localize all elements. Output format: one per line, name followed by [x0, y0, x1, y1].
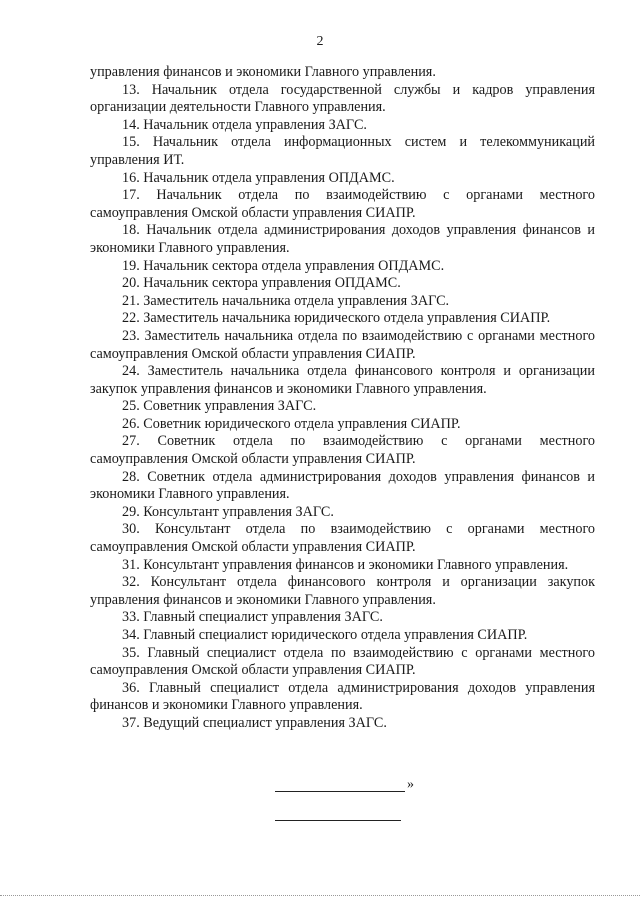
item-text: Главный специалист управления ЗАГС.: [143, 609, 383, 626]
item-number: 23.: [122, 327, 140, 344]
item-text: Советник управления ЗАГС.: [143, 398, 317, 415]
separator-line: [275, 820, 401, 821]
item-number: 24.: [122, 363, 140, 380]
item-text: Заместитель начальника юридического отдела управления СИАПР.: [143, 310, 551, 327]
item-number: 25.: [122, 398, 140, 415]
list-item: [90, 134, 595, 169]
closing-underline: [275, 791, 405, 792]
item-number: 34.: [122, 627, 140, 643]
list-item: [90, 363, 595, 398]
item-text: Заместитель начальника отдела управления ЗАГС.: [143, 292, 450, 309]
item-number: 16.: [122, 169, 140, 186]
item-text: Заместитель начальника отдела финансового контроля и организации закупок управления финансов и экономики Главного управления.: [90, 363, 595, 397]
list-item: [90, 275, 595, 293]
item-text: Главный специалист отдела по взаимодействию с органами местного самоуправления Омской области управления СИАПР.: [90, 644, 595, 679]
list-item: [90, 680, 595, 715]
item-text: Советник юридического отдела управления СИАПР.: [143, 415, 461, 432]
item-number: 37.: [122, 714, 140, 731]
list-item: [90, 170, 595, 188]
item-number: 28.: [122, 468, 140, 485]
list-item: [90, 187, 595, 222]
item-text: Главный специалист юридического отдела управления СИАПР.: [143, 627, 528, 643]
item-text: Ведущий специалист управления ЗАГС.: [143, 714, 387, 731]
position-list: [90, 82, 595, 733]
item-number: 21.: [122, 292, 140, 309]
list-item: [90, 433, 595, 468]
item-text: Начальник сектора управления ОПДАМС.: [143, 275, 401, 292]
list-item: [90, 627, 595, 645]
list-item: [90, 715, 595, 733]
item-number: 30.: [122, 521, 140, 538]
item-text: Консультант отдела финансового контроля и организации закупок управления финансов и экономики Главного управления.: [90, 574, 595, 608]
lead-line: управления финансов и экономики Главного управления.: [90, 64, 436, 80]
closing-quote: »: [407, 777, 414, 792]
item-text: Начальник отдела информационных систем и телекоммуникаций управления ИТ.: [90, 134, 595, 168]
list-item: [90, 117, 595, 135]
list-item: [90, 258, 595, 276]
page-bottom-rule: [0, 895, 640, 896]
item-number: 32.: [122, 574, 140, 591]
item-text: Заместитель начальника отдела по взаимодействию с органами местного самоуправления Омской области управления СИАПР.: [90, 327, 595, 362]
list-item: [90, 82, 595, 117]
list-item: [90, 310, 595, 328]
item-number: 26.: [122, 415, 140, 432]
item-number: 18.: [122, 222, 140, 239]
item-text: Начальник сектора отдела управления ОПДАМС.: [143, 257, 445, 274]
item-number: 35.: [122, 644, 140, 661]
item-text: Начальник отдела государственной службы и кадров управления организации деятельности Главного управления.: [90, 81, 595, 116]
item-number: 33.: [122, 609, 140, 626]
document-body: [90, 64, 595, 733]
list-item: [90, 416, 595, 434]
item-text: Начальник отдела администрирования доходов управления финансов и экономики Главного управления.: [90, 222, 596, 256]
item-number: 15.: [122, 134, 140, 151]
item-number: 19.: [122, 257, 140, 274]
item-text: Начальник отдела по взаимодействию с органами местного самоуправления Омской области управления СИАПР.: [90, 187, 595, 221]
item-number: 31.: [122, 556, 140, 573]
item-text: Главный специалист отдела администрирования доходов управления финансов и экономики Главного управления.: [90, 679, 596, 714]
closing-line: [275, 776, 425, 794]
item-number: 27.: [122, 433, 140, 450]
list-item: [90, 398, 595, 416]
page-number: 2: [316, 34, 324, 49]
item-text: Начальник отдела управления ЗАГС.: [143, 116, 367, 133]
item-text: Советник отдела по взаимодействию с органами местного самоуправления Омской области управления СИАПР.: [90, 433, 596, 468]
item-number: 22.: [122, 310, 140, 327]
item-number: 20.: [122, 275, 140, 292]
list-item: [90, 609, 595, 627]
item-number: 29.: [122, 503, 140, 520]
list-item: [90, 504, 595, 522]
list-item: [90, 557, 595, 575]
list-item: [90, 574, 595, 609]
list-item: [90, 328, 595, 363]
item-number: 14.: [122, 116, 140, 133]
item-text: Консультант управления финансов и экономики Главного управления.: [143, 556, 569, 573]
item-number: 17.: [122, 187, 140, 204]
list-item: [90, 222, 595, 257]
item-number: 36.: [122, 679, 140, 696]
item-text: Начальник отдела управления ОПДАМС.: [143, 169, 395, 186]
list-item: [90, 469, 595, 504]
item-text: Советник отдела администрирования доходов управления финансов и экономики Главного управления.: [90, 468, 596, 503]
item-text: Консультант отдела по взаимодействию с органами местного самоуправления Омской области управления СИАПР.: [90, 521, 596, 556]
list-item: [90, 645, 595, 680]
list-item: [90, 293, 595, 311]
item-number: 13.: [122, 81, 140, 98]
list-item: [90, 521, 595, 556]
item-text: Консультант управления ЗАГС.: [143, 503, 334, 520]
